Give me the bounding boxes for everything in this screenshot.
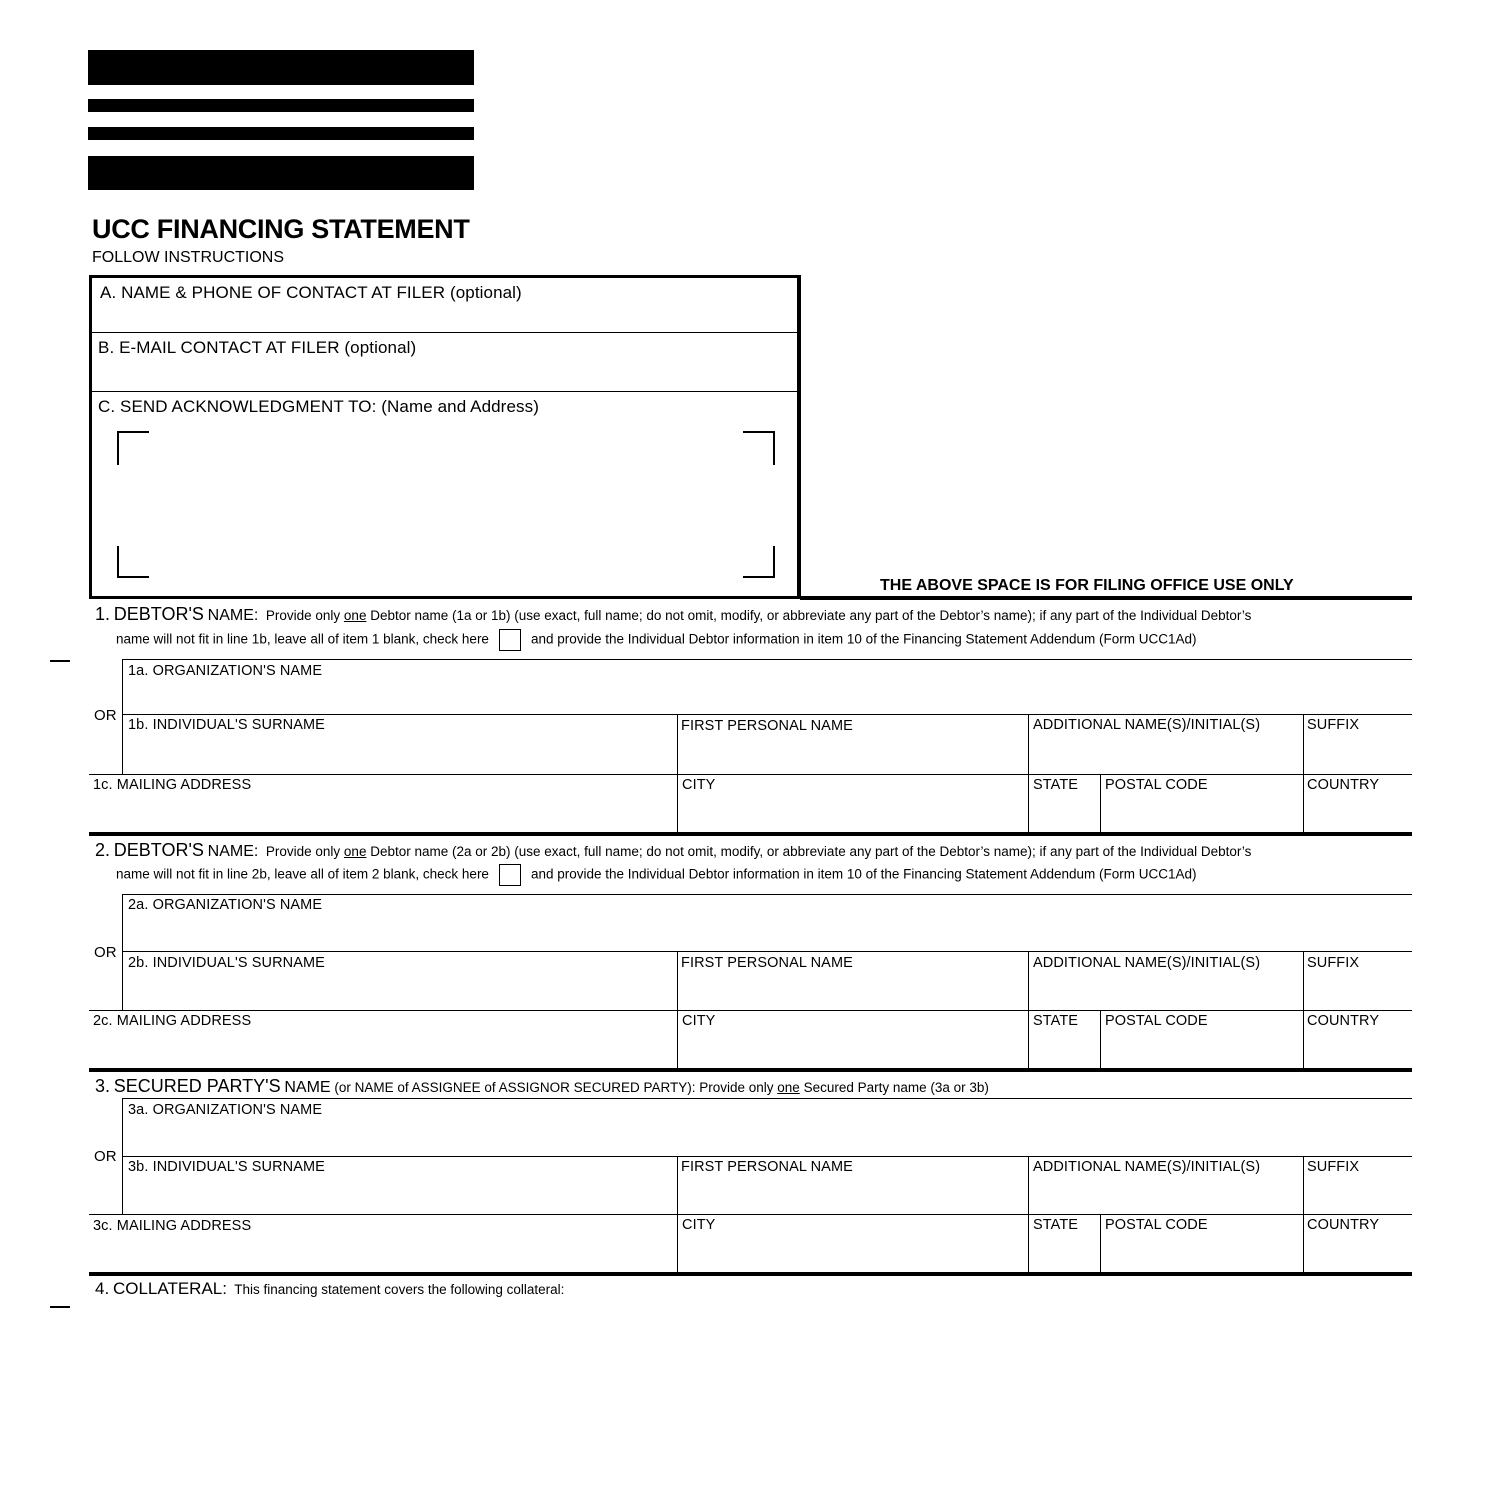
header-bar-4 [88,156,474,190]
s2-surname-label: 2b. INDIVIDUAL'S SURNAME [128,955,325,971]
s2-postal-label: POSTAL CODE [1105,1013,1208,1029]
corner-bottom-left [117,546,149,578]
s2-or: OR [94,944,117,961]
s3-country-label: COUNTRY [1307,1217,1380,1233]
s1-mailing-label: 1c. MAILING ADDRESS [93,777,252,793]
s3-surname-label: 3b. INDIVIDUAL'S SURNAME [128,1159,325,1175]
s2-line-mid [122,951,1412,952]
s3-org-label: 3a. ORGANIZATION'S NAME [128,1102,323,1118]
section4-heading: 4. COLLATERAL: This financing statement covers the following collateral: [95,1279,565,1298]
s1-vert-additional [1028,714,1029,832]
filing-office-note: THE ABOVE SPACE IS FOR FILING OFFICE USE ONLY [880,577,1294,594]
corner-top-right [743,431,775,465]
s1-first-label: FIRST PERSONAL NAME [681,718,853,734]
s1-org-input[interactable] [123,682,1412,714]
s1-country-label: COUNTRY [1307,777,1380,793]
s3-or: OR [94,1148,117,1165]
field-b-input[interactable] [92,360,798,390]
margin-tick-2 [50,1306,70,1308]
form-title: UCC FINANCING STATEMENT [92,214,470,244]
field-b-label: B. E-MAIL CONTACT AT FILER (optional) [98,338,417,357]
s2-bottom-rule [89,1068,1412,1072]
s3-line-mid [122,1156,1412,1157]
s3-mailing-label: 3c. MAILING ADDRESS [93,1218,252,1234]
s1-line-mid [122,714,1412,715]
s2-line-top [122,894,1412,895]
divider-b-c [92,391,798,392]
s3-additional-label: ADDITIONAL NAME(S)/INITIAL(S) [1033,1159,1261,1175]
field-c-label: C. SEND ACKNOWLEDGMENT TO: (Name and Address) [98,397,539,416]
s1-or: OR [94,707,117,724]
s3-state-label: STATE [1033,1217,1079,1233]
s1-left-vertical [122,659,123,774]
s3-first-label: FIRST PERSONAL NAME [681,1159,853,1175]
s3-bottom-rule [89,1272,1412,1276]
margin-tick-1 [50,660,70,662]
s1-line-top [122,659,1412,660]
s1-additional-label: ADDITIONAL NAME(S)/INITIAL(S) [1033,717,1261,733]
section3-heading: 3. SECURED PARTY'S NAME (or NAME of ASSIGNEE of ASSIGNOR SECURED PARTY): Provide only one Secured Party name (3a or 3b) [95,1076,989,1096]
s2-suffix-label: SUFFIX [1307,955,1360,971]
filer-box-inner-bottom [92,597,800,598]
s2-country-label: COUNTRY [1307,1013,1380,1029]
s3-line-address [89,1214,1412,1215]
s1-line-address [89,774,1412,775]
s1-state-label: STATE [1033,777,1079,793]
s1-surname-label: 1b. INDIVIDUAL'S SURNAME [128,717,325,733]
field-a-input[interactable] [92,305,798,332]
s1-vert-postal [1100,774,1101,832]
s3-org-input[interactable] [123,1120,1412,1155]
field-c-address-area[interactable] [118,430,774,578]
header-bar-3 [88,127,474,140]
s2-org-label: 2a. ORGANIZATION'S NAME [128,897,323,913]
s1-postal-label: POSTAL CODE [1105,777,1208,793]
header-bar-1 [88,50,474,85]
s3-line-top [122,1098,1412,1099]
s2-left-vertical [122,894,123,1010]
s2-mailing-label: 2c. MAILING ADDRESS [93,1013,252,1029]
s2-first-label: FIRST PERSONAL NAME [681,955,853,971]
s2-line-address [89,1010,1412,1011]
s1-org-label: 1a. ORGANIZATION'S NAME [128,663,323,679]
s1-vert-suffix [1303,714,1304,832]
corner-top-left [117,431,149,465]
s3-postal-label: POSTAL CODE [1105,1217,1208,1233]
section1-heading: 1. DEBTOR'S NAME: Provide only one Debtor name (1a or 1b) (use exact, full name; do not omit, modify, or abbreviate any part of the Debtor’s name); if any part of the Individual Debtor’s [95,604,1252,624]
s2-org-input[interactable] [123,916,1412,951]
s2-state-label: STATE [1033,1013,1079,1029]
section1-checkbox[interactable] [499,629,521,651]
s2-city-label: CITY [682,1013,716,1029]
section2-heading: 2. DEBTOR'S NAME: Provide only one Debtor name (2a or 2b) (use exact, full name; do not omit, modify, or abbreviate any part of the Debtor’s name); if any part of the Individual Debtor’s [95,840,1252,860]
divider-a-b [92,332,798,333]
s1-suffix-label: SUFFIX [1307,717,1360,733]
section2-checkbox[interactable] [499,864,521,886]
top-rule [800,596,1412,600]
s1-vert-first [677,714,678,832]
section1-line2: name will not fit in line 1b, leave all of item 1 blank, check here and provide the Individual Debtor information in item 10 of the Financing Statement Addendum (Form UCC1Ad) [116,629,1197,651]
s1-city-label: CITY [682,777,716,793]
s2-additional-label: ADDITIONAL NAME(S)/INITIAL(S) [1033,955,1261,971]
section2-line2: name will not fit in line 2b, leave all of item 2 blank, check here and provide the Individual Debtor information in item 10 of the Financing Statement Addendum (Form UCC1Ad) [116,864,1197,886]
s1-bottom-rule [89,832,1412,836]
s3-suffix-label: SUFFIX [1307,1159,1360,1175]
header-bar-2 [88,99,474,112]
s3-vert-postal [1100,1214,1101,1273]
collateral-input[interactable] [92,1302,1412,1482]
field-a-label: A. NAME & PHONE OF CONTACT AT FILER (optional) [100,283,522,302]
s2-vert-postal [1100,1010,1101,1068]
s3-city-label: CITY [682,1217,716,1233]
form-subtitle: FOLLOW INSTRUCTIONS [92,249,285,266]
corner-bottom-right [743,546,775,578]
